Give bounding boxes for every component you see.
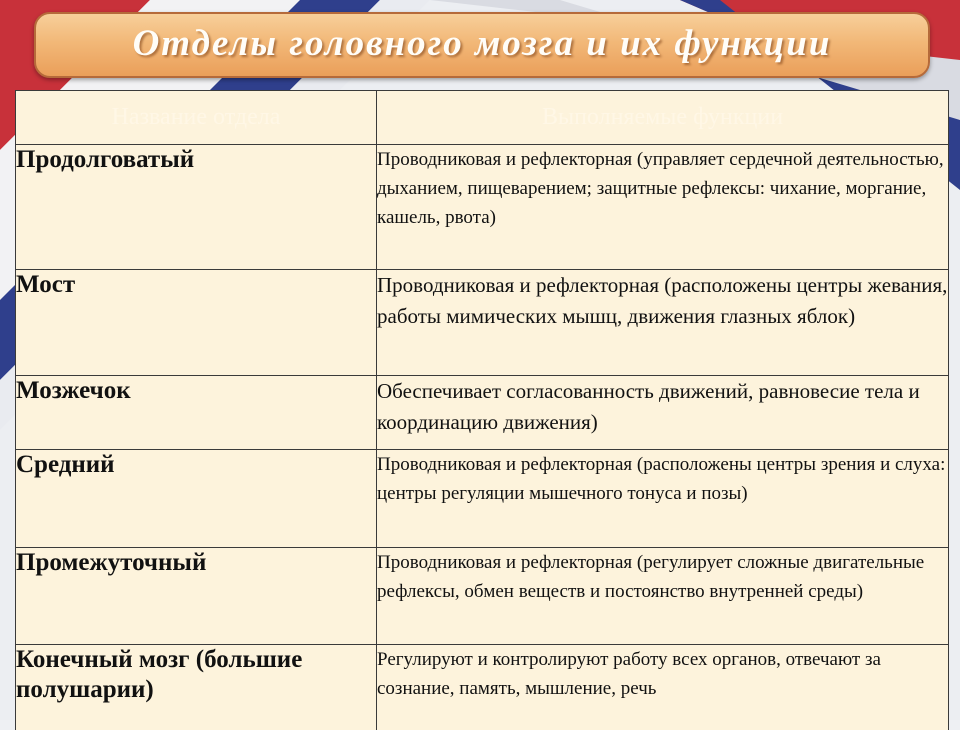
section-name: Средний [16, 450, 377, 548]
section-function: Регулируют и контролируют работу всех органов, отвечают за сознание, память, мышление, речь [377, 645, 949, 730]
table-row [16, 450, 949, 548]
table-row [16, 270, 949, 376]
page-title: Отделы головного мозга и их функции [36, 22, 928, 65]
section-function: Проводниковая и рефлекторная (расположены центры жевания, работы мимических мышц, движения глазных яблок) [377, 270, 949, 376]
table-row [16, 376, 949, 450]
section-name: Мост [16, 270, 377, 376]
section-name: Мозжечок [16, 376, 377, 450]
section-function: Проводниковая и рефлекторная (расположены центры зрения и слуха: центры регуляции мышечного тонуса и позы) [377, 450, 949, 548]
title-banner [34, 12, 930, 78]
column-header-name: Название отдела [16, 91, 377, 145]
column-header-function: Выполняемые функции [377, 91, 949, 145]
section-function: Проводниковая и рефлекторная (регулирует сложные двигательные рефлексы, обмен веществ и постоянство внутренней среды) [377, 548, 949, 645]
section-name: Продолговатый [16, 145, 377, 270]
section-name: Промежуточный [16, 548, 377, 645]
table-row [16, 145, 949, 270]
section-function: Обеспечивает согласованность движений, равновесие тела и координацию движения) [377, 376, 949, 450]
table-container [15, 90, 949, 730]
section-function: Проводниковая и рефлекторная (управляет сердечной деятельностью, дыханием, пищеварением; защитные рефлексы: чихание, моргание, кашель, рвота) [377, 145, 949, 270]
brain-sections-table [15, 90, 949, 730]
section-name: Конечный мозг (большие полушарии) [16, 645, 377, 730]
table-row [16, 645, 949, 730]
table-row [16, 548, 949, 645]
table-header-row [16, 91, 949, 145]
